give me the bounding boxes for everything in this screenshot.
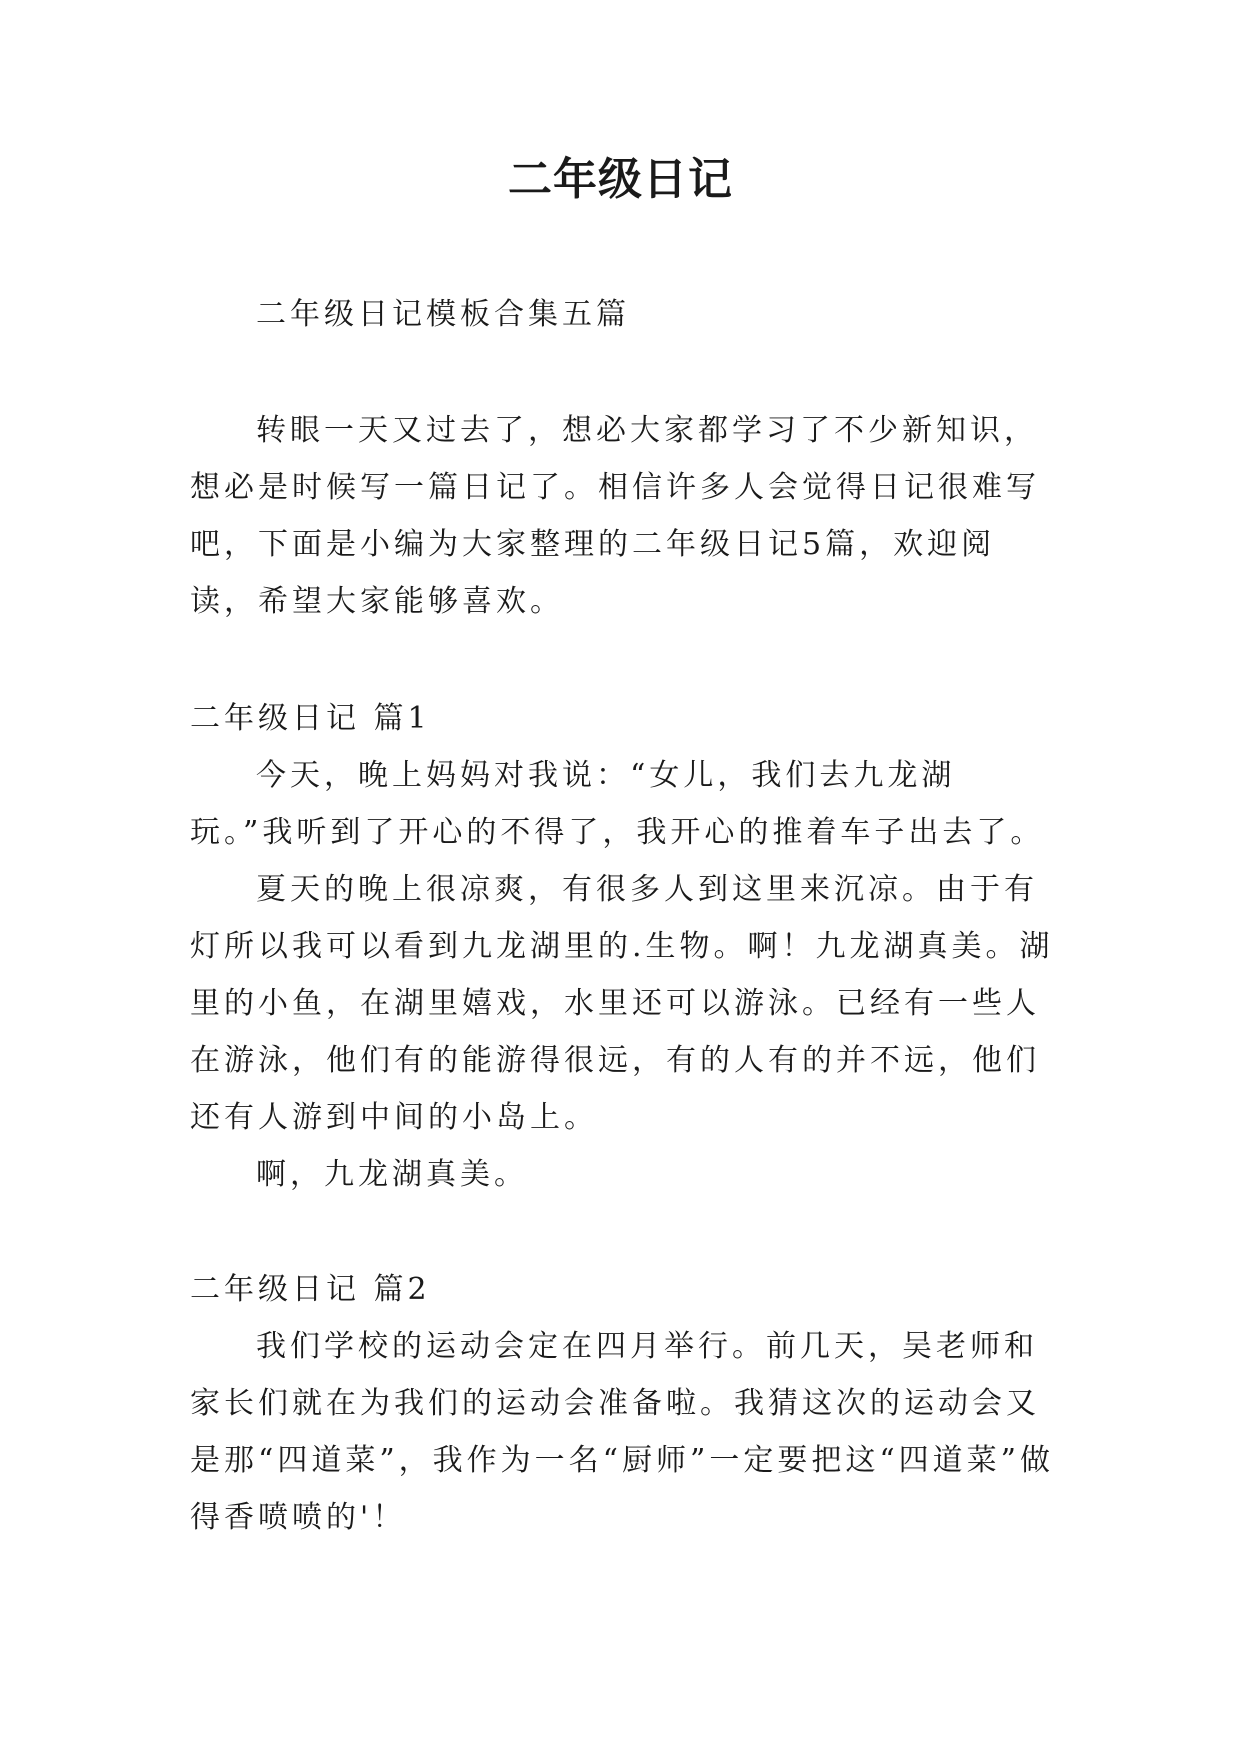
- section-paragraph: 啊，九龙湖真美。: [256, 1157, 528, 1192]
- section-paragraph: 我们学校的运动会定在四月举行。前几天，吴老师和家长们就在为我们的运动会准备啦。我猜这次的运动会又是那“四道菜”，我作为一名“厨师”一定要把这“四道菜”做得香喷喷的'！: [190, 1329, 1055, 1535]
- document-title: 二年级日记: [508, 154, 733, 205]
- section-paragraph: 今天，晚上妈妈对我说：“女儿，我们去九龙湖玩。”我听到了开心的不得了，我开心的推着车子出去了。: [190, 758, 1045, 850]
- section-paragraph: 夏天的晚上很凉爽，有很多人到这里来沉凉。由于有灯所以我可以看到九龙湖里的.生物。啊！九龙湖真美。湖里的小鱼，在湖里嬉戏，水里还可以游泳。已经有一些人在游泳，他们有的能游得很远，有的人有的并不远，他们还有人游到中间的小岛上。: [190, 872, 1054, 1135]
- document-subtitle: 二年级日记模板合集五篇: [256, 297, 630, 332]
- intro-paragraph: 转眼一天又过去了，想必大家都学习了不少新知识，想必是时候写一篇日记了。相信许多人会觉得日记很难写吧，下面是小编为大家整理的二年级日记5篇，欢迎阅读，希望大家能够喜欢。: [190, 413, 1040, 619]
- section-heading: 二年级日记 篇1: [190, 701, 431, 736]
- section-heading: 二年级日记 篇2: [190, 1272, 431, 1307]
